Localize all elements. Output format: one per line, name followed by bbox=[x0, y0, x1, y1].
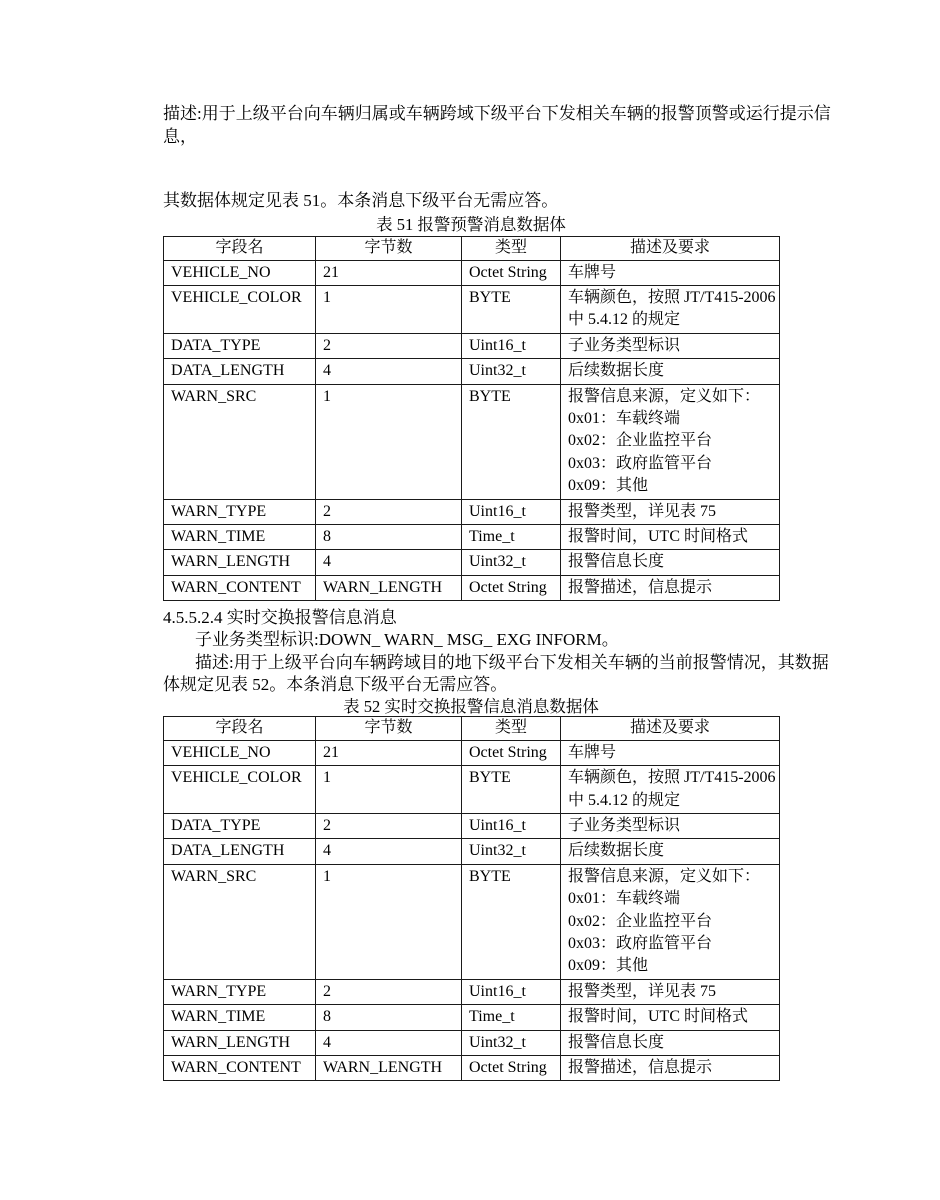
table-row bbox=[164, 979, 780, 1004]
cell-field: WARN_TYPE bbox=[164, 499, 316, 524]
cell-type: Time_t bbox=[462, 1005, 561, 1030]
col-header-type: 类型 bbox=[462, 236, 561, 260]
table-row bbox=[164, 384, 780, 499]
cell-bytes: 1 bbox=[316, 285, 462, 333]
cell-field: WARN_SRC bbox=[164, 864, 316, 979]
desc-line: 车牌号 bbox=[568, 743, 617, 761]
table-row bbox=[164, 839, 780, 864]
table-row bbox=[164, 499, 780, 524]
section-heading: 4.5.5.2.4 实时交换报警信息消息 bbox=[163, 608, 397, 628]
desc-line: 报警描述，信息提示 bbox=[568, 1058, 713, 1076]
cell-type: Uint32_t bbox=[462, 359, 561, 384]
cell-bytes: 8 bbox=[316, 1005, 462, 1030]
cell-bytes: 2 bbox=[316, 499, 462, 524]
cell-bytes: 21 bbox=[316, 740, 462, 765]
desc-line: 0x03：政府监管平台 bbox=[568, 934, 713, 952]
cell-field: WARN_CONTENT bbox=[164, 575, 316, 600]
table-row bbox=[164, 524, 780, 549]
cell-type: BYTE bbox=[462, 864, 561, 979]
table-row bbox=[164, 550, 780, 575]
cell-type: Uint16_t bbox=[462, 499, 561, 524]
cell-desc bbox=[561, 1005, 780, 1030]
desc-line: 报警类型，详见表 75 bbox=[568, 502, 717, 520]
desc-line: 报警信息来源，定义如下： bbox=[568, 387, 761, 405]
desc-line: 0x09：其他 bbox=[568, 957, 649, 975]
cell-type: Octet String bbox=[462, 740, 561, 765]
desc-line: 报警信息来源，定义如下： bbox=[568, 867, 761, 885]
desc-line: 0x02：企业监控平台 bbox=[568, 912, 713, 930]
col-header-bytes: 字节数 bbox=[316, 716, 462, 740]
desc-line: 0x01：车载终端 bbox=[568, 409, 681, 427]
table-row bbox=[164, 864, 780, 979]
table51-head bbox=[164, 236, 780, 260]
intro-paragraph bbox=[163, 103, 831, 148]
cell-desc bbox=[561, 575, 780, 600]
cell-bytes: 1 bbox=[316, 864, 462, 979]
cell-type: Uint32_t bbox=[462, 1030, 561, 1055]
table-row bbox=[164, 1005, 780, 1030]
intro-line-1: 描述:用于上级平台向车辆归属或车辆跨域下级平台下发相关车辆的报警顶警或运行提示信 bbox=[163, 104, 831, 123]
cell-type: Uint32_t bbox=[462, 839, 561, 864]
table-51 bbox=[163, 236, 780, 602]
cell-bytes: 21 bbox=[316, 260, 462, 285]
desc-line: 报警描述，信息提示 bbox=[568, 578, 713, 596]
table-row bbox=[164, 285, 780, 333]
cell-bytes: 2 bbox=[316, 813, 462, 838]
cell-field: WARN_LENGTH bbox=[164, 550, 316, 575]
cell-desc bbox=[561, 524, 780, 549]
section-subtype-line: 子业务类型标识:DOWN_ WARN_ MSG_ EXG INFORM。 bbox=[195, 630, 619, 650]
cell-bytes: 1 bbox=[316, 766, 462, 814]
table-row bbox=[164, 766, 780, 814]
cell-field: DATA_LENGTH bbox=[164, 359, 316, 384]
cell-type: Uint16_t bbox=[462, 333, 561, 358]
cell-bytes: WARN_LENGTH bbox=[316, 1055, 462, 1080]
cell-bytes: 4 bbox=[316, 839, 462, 864]
table52-head bbox=[164, 716, 780, 740]
cell-type: Octet String bbox=[462, 575, 561, 600]
cell-bytes: WARN_LENGTH bbox=[316, 575, 462, 600]
cell-field: WARN_LENGTH bbox=[164, 1030, 316, 1055]
desc-line: 报警信息长度 bbox=[568, 553, 665, 571]
table-row bbox=[164, 359, 780, 384]
cell-desc bbox=[561, 740, 780, 765]
cell-desc bbox=[561, 864, 780, 979]
table-52 bbox=[163, 716, 780, 1082]
desc-line: 后续数据长度 bbox=[568, 362, 665, 380]
cell-desc bbox=[561, 1055, 780, 1080]
cell-type: Uint32_t bbox=[462, 550, 561, 575]
cell-field: VEHICLE_NO bbox=[164, 260, 316, 285]
table52-caption: 表 52 实时交换报警信息消息数据体 bbox=[343, 696, 599, 716]
cell-desc bbox=[561, 384, 780, 499]
desc-line: 中 5.4.12 的规定 bbox=[568, 311, 681, 329]
desc-line: 子业务类型标识 bbox=[568, 816, 681, 834]
cell-desc bbox=[561, 813, 780, 838]
cell-field: VEHICLE_COLOR bbox=[164, 766, 316, 814]
cell-desc bbox=[561, 550, 780, 575]
cell-type: BYTE bbox=[462, 285, 561, 333]
table-row bbox=[164, 813, 780, 838]
cell-desc bbox=[561, 285, 780, 333]
table-row bbox=[164, 1030, 780, 1055]
desc-line: 0x03：政府监管平台 bbox=[568, 454, 713, 472]
desc-line: 0x09：其他 bbox=[568, 477, 649, 495]
cell-field: WARN_TIME bbox=[164, 524, 316, 549]
cell-field: VEHICLE_COLOR bbox=[164, 285, 316, 333]
col-header-field: 字段名 bbox=[164, 236, 316, 260]
header-row bbox=[164, 236, 780, 260]
intro-line-2: 息， bbox=[163, 126, 197, 146]
cell-type: Octet String bbox=[462, 1055, 561, 1080]
cell-desc bbox=[561, 839, 780, 864]
cell-bytes: 4 bbox=[316, 359, 462, 384]
table-row bbox=[164, 1055, 780, 1080]
table51-caption: 表 51 报警预警消息数据体 bbox=[376, 214, 566, 234]
cell-desc bbox=[561, 499, 780, 524]
cell-desc bbox=[561, 333, 780, 358]
desc-line: 0x02：企业监控平台 bbox=[568, 432, 713, 450]
cell-type: BYTE bbox=[462, 766, 561, 814]
col-header-desc: 描述及要求 bbox=[561, 236, 780, 260]
cell-field: WARN_TYPE bbox=[164, 979, 316, 1004]
cell-type: Uint16_t bbox=[462, 979, 561, 1004]
cell-bytes: 8 bbox=[316, 524, 462, 549]
col-header-bytes: 字节数 bbox=[316, 236, 462, 260]
table-row bbox=[164, 740, 780, 765]
table52-body bbox=[164, 740, 780, 1081]
desc-line: 子业务类型标识 bbox=[568, 336, 681, 354]
cell-bytes: 1 bbox=[316, 384, 462, 499]
desc-line: 车辆颜色，按照 JT/T415-2006 bbox=[568, 288, 776, 306]
cell-bytes: 4 bbox=[316, 1030, 462, 1055]
cell-type: Time_t bbox=[462, 524, 561, 549]
cell-type: BYTE bbox=[462, 384, 561, 499]
cell-field: WARN_SRC bbox=[164, 384, 316, 499]
section-desc-line-2: 体规定见表 52。本条消息下级平台无需应答。 bbox=[163, 675, 508, 695]
cell-desc bbox=[561, 1030, 780, 1055]
cell-desc bbox=[561, 979, 780, 1004]
section-desc-line-1: 描述:用于上级平台向车辆跨域目的地下级平台下发相关车辆的当前报警情况，其数据 bbox=[195, 652, 829, 672]
header-row bbox=[164, 716, 780, 740]
desc-line: 报警信息长度 bbox=[568, 1033, 665, 1051]
cell-bytes: 4 bbox=[316, 550, 462, 575]
cell-field: DATA_TYPE bbox=[164, 813, 316, 838]
cell-bytes: 2 bbox=[316, 333, 462, 358]
cell-desc bbox=[561, 260, 780, 285]
cell-field: DATA_TYPE bbox=[164, 333, 316, 358]
cell-field: VEHICLE_NO bbox=[164, 740, 316, 765]
table-row bbox=[164, 260, 780, 285]
col-header-desc: 描述及要求 bbox=[561, 716, 780, 740]
table-row bbox=[164, 575, 780, 600]
desc-line: 报警类型，详见表 75 bbox=[568, 982, 717, 1000]
cell-desc bbox=[561, 359, 780, 384]
cell-field: WARN_CONTENT bbox=[164, 1055, 316, 1080]
desc-line: 中 5.4.12 的规定 bbox=[568, 791, 681, 809]
table51-note: 其数据体规定见表 51。本条消息下级平台无需应答。 bbox=[163, 191, 559, 210]
cell-type: Octet String bbox=[462, 260, 561, 285]
table51-body bbox=[164, 260, 780, 601]
desc-line: 报警时间，UTC 时间格式 bbox=[568, 1008, 749, 1026]
col-header-type: 类型 bbox=[462, 716, 561, 740]
desc-line: 车牌号 bbox=[568, 263, 617, 281]
page-content bbox=[163, 0, 831, 1081]
cell-type: Uint16_t bbox=[462, 813, 561, 838]
desc-line: 报警时间，UTC 时间格式 bbox=[568, 527, 749, 545]
desc-line: 0x01：车载终端 bbox=[568, 890, 681, 908]
desc-line: 后续数据长度 bbox=[568, 842, 665, 860]
cell-field: DATA_LENGTH bbox=[164, 839, 316, 864]
desc-line: 车辆颜色，按照 JT/T415-2006 bbox=[568, 769, 776, 787]
col-header-field: 字段名 bbox=[164, 716, 316, 740]
cell-desc bbox=[561, 766, 780, 814]
cell-field: WARN_TIME bbox=[164, 1005, 316, 1030]
table-row bbox=[164, 333, 780, 358]
cell-bytes: 2 bbox=[316, 979, 462, 1004]
